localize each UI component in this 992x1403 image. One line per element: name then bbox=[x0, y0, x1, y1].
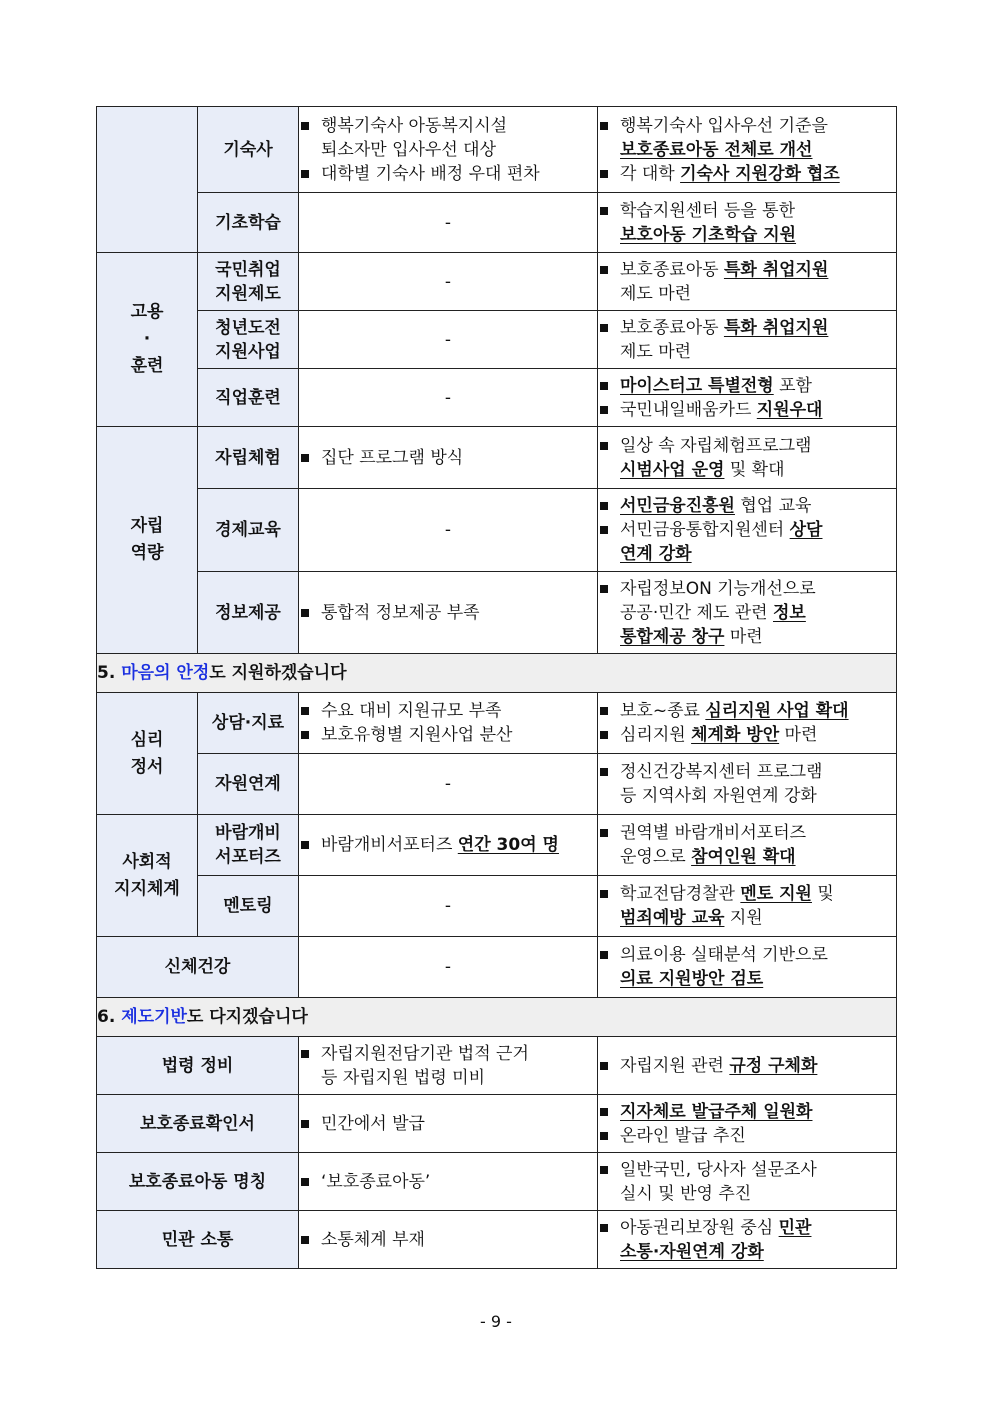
category-social: 사회적 지지체계 bbox=[97, 815, 198, 937]
current-cell: - bbox=[299, 489, 598, 572]
subcategory-cell: 기숙사 bbox=[198, 107, 299, 193]
section-heading-5: 5. 마음의 안정도 지원하겠습니다 bbox=[97, 654, 897, 693]
improvement-cell bbox=[598, 369, 897, 427]
improvement-item: 심리지원 체계화 방안 마련 bbox=[598, 723, 896, 747]
improvement-item: 보호종료아동 특화 취업지원 제도 마련 bbox=[598, 316, 896, 364]
current-item: 행복기숙사 아동복지시설 퇴소자만 입사우선 대상 bbox=[299, 114, 597, 162]
table-row bbox=[97, 427, 897, 489]
category-independence: 자립 역량 bbox=[97, 427, 198, 654]
subcategory-cell: 자원연계 bbox=[198, 754, 299, 815]
current-cell: - bbox=[299, 876, 598, 937]
subcategory-cell: 정보제공 bbox=[198, 572, 299, 654]
current-cell: - bbox=[299, 253, 598, 311]
improvement-item: 보호~종료 심리지원 사업 확대 bbox=[598, 699, 896, 723]
current-item: 대학별 기숙사 배정 우대 편차 bbox=[299, 162, 597, 186]
subcategory-cell: 보호종료확인서 bbox=[97, 1095, 299, 1153]
subcategory-cell: 신체건강 bbox=[97, 937, 299, 998]
table-row bbox=[97, 1153, 897, 1211]
current-cell: - bbox=[299, 311, 598, 369]
current-cell bbox=[299, 1037, 598, 1095]
current-cell: - bbox=[299, 937, 598, 998]
improvement-item: 행복기숙사 입사우선 기준을 보호종료아동 전체로 개선 bbox=[598, 114, 896, 162]
current-cell: - bbox=[299, 369, 598, 427]
improvement-item: 지자체로 발급주체 일원화 bbox=[598, 1100, 896, 1124]
improvement-item: 서민금융통합지원센터 상담 연계 강화 bbox=[598, 518, 896, 566]
improvement-cell bbox=[598, 489, 897, 572]
improvement-item: 권역별 바람개비서포터즈 운영으로 참여인원 확대 bbox=[598, 821, 896, 869]
current-cell bbox=[299, 1095, 598, 1153]
table-row bbox=[97, 998, 897, 1037]
subcategory-cell: 경제교육 bbox=[198, 489, 299, 572]
table-row bbox=[97, 489, 897, 572]
improvement-cell bbox=[598, 1095, 897, 1153]
subcategory-cell: 청년도전 지원사업 bbox=[198, 311, 299, 369]
policy-table bbox=[96, 106, 897, 1269]
current-item: 바람개비서포터즈 연간 30여 명 bbox=[299, 833, 597, 857]
improvement-item: 아동권리보장원 중심 민관 소통·자원연계 강화 bbox=[598, 1216, 896, 1264]
improvement-item: 일상 속 자립체험프로그램 시범사업 운영 및 확대 bbox=[598, 434, 896, 482]
improvement-item: 각 대학 기숙사 지원강화 협조 bbox=[598, 162, 896, 186]
current-cell bbox=[299, 693, 598, 754]
improvement-cell bbox=[598, 1037, 897, 1095]
improvement-cell bbox=[598, 1211, 897, 1269]
current-item: 보호유형별 지원사업 분산 bbox=[299, 723, 597, 747]
improvement-item: 정신건강복지센터 프로그램 등 지역사회 자원연계 강화 bbox=[598, 760, 896, 808]
table-row bbox=[97, 253, 897, 311]
improvement-cell bbox=[598, 937, 897, 998]
table-row bbox=[97, 815, 897, 876]
improvement-cell bbox=[598, 311, 897, 369]
subcategory-cell: 자립체험 bbox=[198, 427, 299, 489]
subcategory-cell: 보호종료아동 명칭 bbox=[97, 1153, 299, 1211]
category-psych: 심리 정서 bbox=[97, 693, 198, 815]
subcategory-cell: 민관 소통 bbox=[97, 1211, 299, 1269]
improvement-cell bbox=[598, 193, 897, 253]
subcategory-cell: 국민취업 지원제도 bbox=[198, 253, 299, 311]
current-item: 민간에서 발급 bbox=[299, 1112, 597, 1136]
category-employment: 고용 · 훈련 bbox=[97, 253, 198, 427]
subcategory-cell: 상담·지료 bbox=[198, 693, 299, 754]
improvement-item: 보호종료아동 특화 취업지원 제도 마련 bbox=[598, 258, 896, 306]
improvement-cell bbox=[598, 1153, 897, 1211]
page-number: - 9 - bbox=[480, 1312, 512, 1331]
current-cell bbox=[299, 427, 598, 489]
current-item: ‘보호종료아동’ bbox=[299, 1170, 597, 1194]
improvement-cell bbox=[598, 107, 897, 193]
table-row bbox=[97, 572, 897, 654]
table-row bbox=[97, 876, 897, 937]
improvement-item: 일반국민, 당사자 설문조사 실시 및 반영 추진 bbox=[598, 1158, 896, 1206]
subcategory-cell: 기초학습 bbox=[198, 193, 299, 253]
subcategory-cell: 법령 정비 bbox=[97, 1037, 299, 1095]
improvement-cell bbox=[598, 693, 897, 754]
current-item: 집단 프로그램 방식 bbox=[299, 446, 597, 470]
subcategory-cell: 직업훈련 bbox=[198, 369, 299, 427]
improvement-item: 자립지원 관련 규정 구체화 bbox=[598, 1054, 896, 1078]
current-cell: - bbox=[299, 193, 598, 253]
table-row bbox=[97, 1211, 897, 1269]
current-item: 통합적 정보제공 부족 bbox=[299, 601, 597, 625]
table-row bbox=[97, 1095, 897, 1153]
improvement-cell bbox=[598, 876, 897, 937]
table-row bbox=[97, 311, 897, 369]
current-cell bbox=[299, 815, 598, 876]
current-cell bbox=[299, 572, 598, 654]
improvement-item: 마이스터고 특별전형 포함 bbox=[598, 374, 896, 398]
current-item: 수요 대비 지원규모 부족 bbox=[299, 699, 597, 723]
improvement-item: 의료이용 실태분석 기반으로 의료 지원방안 검토 bbox=[598, 943, 896, 991]
table-row bbox=[97, 193, 897, 253]
improvement-cell bbox=[598, 253, 897, 311]
improvement-cell bbox=[598, 754, 897, 815]
category-cell-blank bbox=[97, 107, 198, 253]
table-row bbox=[97, 654, 897, 693]
improvement-item: 국민내일배움카드 지원우대 bbox=[598, 398, 896, 422]
current-item: 자립지원전담기관 법적 근거 등 자립지원 법령 미비 bbox=[299, 1042, 597, 1090]
table-row bbox=[97, 754, 897, 815]
current-item: 소통체계 부재 bbox=[299, 1228, 597, 1252]
subcategory-cell: 멘토링 bbox=[198, 876, 299, 937]
table-row bbox=[97, 369, 897, 427]
current-cell: - bbox=[299, 754, 598, 815]
table-row bbox=[97, 1037, 897, 1095]
current-cell bbox=[299, 107, 598, 193]
subcategory-cell: 바람개비 서포터즈 bbox=[198, 815, 299, 876]
table-row bbox=[97, 107, 897, 193]
improvement-item: 온라인 발급 추진 bbox=[598, 1124, 896, 1148]
section-heading-6: 6. 제도기반도 다지겠습니다 bbox=[97, 998, 897, 1037]
improvement-cell bbox=[598, 427, 897, 489]
improvement-item: 학교전담경찰관 멘토 지원 및 범죄예방 교육 지원 bbox=[598, 882, 896, 930]
improvement-item: 학습지원센터 등을 통한 보호아동 기초학습 지원 bbox=[598, 199, 896, 247]
table-row bbox=[97, 693, 897, 754]
improvement-cell bbox=[598, 815, 897, 876]
table-row bbox=[97, 937, 897, 998]
current-cell bbox=[299, 1211, 598, 1269]
improvement-item: 자립정보ON 기능개선으로 공공·민간 제도 관련 정보 통합제공 창구 마련 bbox=[598, 577, 896, 649]
improvement-cell bbox=[598, 572, 897, 654]
current-cell bbox=[299, 1153, 598, 1211]
improvement-item: 서민금융진흥원 협업 교육 bbox=[598, 494, 896, 518]
